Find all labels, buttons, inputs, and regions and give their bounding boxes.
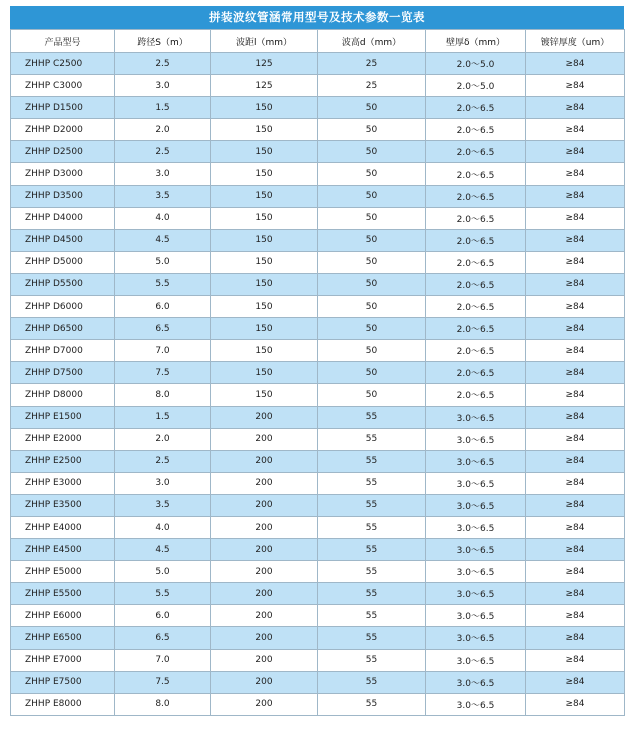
table-row [11, 539, 625, 561]
table-row [11, 583, 625, 605]
cell-pitch: 200 [211, 539, 318, 561]
cell-pitch: 150 [211, 296, 318, 318]
cell-pitch: 150 [211, 273, 318, 295]
cell-thickness: 2.0～6.5 [426, 362, 526, 384]
cell-span: 5.5 [115, 273, 211, 295]
cell-pitch: 200 [211, 428, 318, 450]
cell-pitch: 200 [211, 561, 318, 583]
cell-span: 2.5 [115, 53, 211, 75]
cell-zinc: ≥84 [526, 494, 625, 516]
cell-span: 1.5 [115, 406, 211, 428]
cell-zinc: ≥84 [526, 627, 625, 649]
cell-model: ZHHP D7500 [11, 362, 115, 384]
cell-depth: 55 [318, 472, 426, 494]
table-row [11, 693, 625, 715]
header-model: 产品型号 [11, 30, 115, 53]
table-row [11, 428, 625, 450]
table-row [11, 273, 625, 295]
table-row [11, 406, 625, 428]
table-row [11, 75, 625, 97]
table-row [11, 494, 625, 516]
cell-thickness: 3.0～6.5 [426, 472, 526, 494]
cell-zinc: ≥84 [526, 561, 625, 583]
cell-zinc: ≥84 [526, 693, 625, 715]
cell-model: ZHHP E1500 [11, 406, 115, 428]
cell-depth: 50 [318, 207, 426, 229]
table-row [11, 605, 625, 627]
cell-pitch: 200 [211, 649, 318, 671]
cell-thickness: 3.0～6.5 [426, 605, 526, 627]
cell-thickness: 2.0～6.5 [426, 273, 526, 295]
table-row [11, 251, 625, 273]
cell-thickness: 2.0～6.5 [426, 318, 526, 340]
cell-zinc: ≥84 [526, 163, 625, 185]
header-depth: 波高d（mm） [318, 30, 426, 53]
cell-depth: 50 [318, 362, 426, 384]
cell-model: ZHHP D6000 [11, 296, 115, 318]
cell-pitch: 150 [211, 362, 318, 384]
table-row [11, 185, 625, 207]
cell-zinc: ≥84 [526, 273, 625, 295]
cell-thickness: 3.0～6.5 [426, 671, 526, 693]
cell-depth: 50 [318, 185, 426, 207]
cell-span: 4.0 [115, 207, 211, 229]
cell-span: 2.0 [115, 428, 211, 450]
table-row [11, 296, 625, 318]
cell-depth: 50 [318, 340, 426, 362]
cell-thickness: 3.0～6.5 [426, 516, 526, 538]
cell-zinc: ≥84 [526, 340, 625, 362]
cell-span: 7.5 [115, 362, 211, 384]
cell-pitch: 150 [211, 163, 318, 185]
table-row [11, 472, 625, 494]
cell-thickness: 3.0～6.5 [426, 693, 526, 715]
cell-pitch: 200 [211, 627, 318, 649]
cell-thickness: 3.0～6.5 [426, 627, 526, 649]
cell-span: 8.0 [115, 693, 211, 715]
cell-pitch: 200 [211, 605, 318, 627]
cell-span: 7.0 [115, 649, 211, 671]
cell-zinc: ≥84 [526, 207, 625, 229]
cell-pitch: 200 [211, 472, 318, 494]
cell-zinc: ≥84 [526, 472, 625, 494]
cell-thickness: 2.0～6.5 [426, 163, 526, 185]
cell-thickness: 2.0～6.5 [426, 141, 526, 163]
cell-span: 7.5 [115, 671, 211, 693]
cell-span: 7.0 [115, 340, 211, 362]
cell-model: ZHHP E7500 [11, 671, 115, 693]
cell-span: 6.0 [115, 296, 211, 318]
cell-depth: 55 [318, 627, 426, 649]
cell-model: ZHHP C3000 [11, 75, 115, 97]
cell-depth: 50 [318, 251, 426, 273]
cell-zinc: ≥84 [526, 671, 625, 693]
cell-span: 2.5 [115, 450, 211, 472]
cell-model: ZHHP D4500 [11, 229, 115, 251]
cell-thickness: 3.0～6.5 [426, 450, 526, 472]
cell-thickness: 2.0～6.5 [426, 296, 526, 318]
cell-depth: 55 [318, 450, 426, 472]
table-title: 拼装波纹管涵常用型号及技术参数一览表 [10, 6, 624, 29]
cell-model: ZHHP E8000 [11, 693, 115, 715]
cell-zinc: ≥84 [526, 229, 625, 251]
cell-pitch: 150 [211, 384, 318, 406]
cell-model: ZHHP D7000 [11, 340, 115, 362]
cell-depth: 50 [318, 119, 426, 141]
cell-depth: 55 [318, 605, 426, 627]
table-row [11, 450, 625, 472]
cell-zinc: ≥84 [526, 97, 625, 119]
cell-model: ZHHP D2000 [11, 119, 115, 141]
cell-depth: 50 [318, 384, 426, 406]
cell-depth: 55 [318, 649, 426, 671]
cell-pitch: 150 [211, 185, 318, 207]
cell-thickness: 2.0～5.0 [426, 53, 526, 75]
cell-zinc: ≥84 [526, 539, 625, 561]
cell-zinc: ≥84 [526, 318, 625, 340]
cell-zinc: ≥84 [526, 141, 625, 163]
table-row [11, 671, 625, 693]
cell-thickness: 2.0～6.5 [426, 251, 526, 273]
cell-depth: 55 [318, 671, 426, 693]
cell-span: 4.5 [115, 539, 211, 561]
cell-depth: 50 [318, 229, 426, 251]
cell-zinc: ≥84 [526, 53, 625, 75]
cell-model: ZHHP D2500 [11, 141, 115, 163]
cell-model: ZHHP D6500 [11, 318, 115, 340]
cell-thickness: 2.0～6.5 [426, 207, 526, 229]
cell-pitch: 200 [211, 406, 318, 428]
cell-model: ZHHP E2500 [11, 450, 115, 472]
cell-depth: 55 [318, 561, 426, 583]
cell-model: ZHHP D4000 [11, 207, 115, 229]
cell-thickness: 3.0～6.5 [426, 649, 526, 671]
cell-model: ZHHP D1500 [11, 97, 115, 119]
cell-model: ZHHP D5500 [11, 273, 115, 295]
cell-zinc: ≥84 [526, 428, 625, 450]
cell-zinc: ≥84 [526, 362, 625, 384]
cell-model: ZHHP E3500 [11, 494, 115, 516]
cell-depth: 55 [318, 516, 426, 538]
table-row [11, 141, 625, 163]
table-row [11, 649, 625, 671]
cell-model: ZHHP E7000 [11, 649, 115, 671]
table-row [11, 627, 625, 649]
cell-depth: 55 [318, 406, 426, 428]
cell-depth: 50 [318, 141, 426, 163]
cell-pitch: 200 [211, 671, 318, 693]
cell-depth: 55 [318, 428, 426, 450]
cell-thickness: 3.0～6.5 [426, 561, 526, 583]
cell-depth: 50 [318, 273, 426, 295]
cell-pitch: 200 [211, 516, 318, 538]
cell-span: 3.0 [115, 472, 211, 494]
cell-pitch: 150 [211, 141, 318, 163]
cell-thickness: 2.0～5.0 [426, 75, 526, 97]
cell-pitch: 150 [211, 119, 318, 141]
cell-thickness: 2.0～6.5 [426, 185, 526, 207]
cell-zinc: ≥84 [526, 516, 625, 538]
cell-span: 2.0 [115, 119, 211, 141]
table-row [11, 384, 625, 406]
table-row [11, 362, 625, 384]
table-row [11, 163, 625, 185]
cell-depth: 50 [318, 318, 426, 340]
table-row [11, 340, 625, 362]
cell-pitch: 200 [211, 583, 318, 605]
spec-table-container [10, 6, 624, 716]
cell-zinc: ≥84 [526, 296, 625, 318]
cell-span: 6.5 [115, 318, 211, 340]
cell-span: 5.0 [115, 561, 211, 583]
cell-pitch: 150 [211, 318, 318, 340]
spec-table [10, 29, 625, 716]
cell-pitch: 125 [211, 53, 318, 75]
cell-thickness: 2.0～6.5 [426, 119, 526, 141]
cell-span: 3.0 [115, 163, 211, 185]
cell-pitch: 125 [211, 75, 318, 97]
cell-depth: 50 [318, 296, 426, 318]
cell-model: ZHHP E3000 [11, 472, 115, 494]
cell-depth: 55 [318, 494, 426, 516]
cell-depth: 55 [318, 539, 426, 561]
table-row [11, 561, 625, 583]
cell-pitch: 150 [211, 340, 318, 362]
cell-thickness: 3.0～6.5 [426, 539, 526, 561]
cell-zinc: ≥84 [526, 75, 625, 97]
cell-pitch: 200 [211, 450, 318, 472]
cell-model: ZHHP D8000 [11, 384, 115, 406]
cell-zinc: ≥84 [526, 119, 625, 141]
cell-thickness: 3.0～6.5 [426, 494, 526, 516]
table-row [11, 53, 625, 75]
cell-depth: 25 [318, 53, 426, 75]
cell-model: ZHHP D3000 [11, 163, 115, 185]
cell-thickness: 2.0～6.5 [426, 229, 526, 251]
cell-depth: 50 [318, 163, 426, 185]
cell-model: ZHHP D5000 [11, 251, 115, 273]
cell-pitch: 150 [211, 97, 318, 119]
cell-pitch: 200 [211, 693, 318, 715]
cell-zinc: ≥84 [526, 185, 625, 207]
cell-model: ZHHP E6000 [11, 605, 115, 627]
cell-depth: 55 [318, 693, 426, 715]
cell-span: 3.5 [115, 494, 211, 516]
cell-zinc: ≥84 [526, 583, 625, 605]
cell-thickness: 2.0～6.5 [426, 384, 526, 406]
cell-span: 6.0 [115, 605, 211, 627]
table-row [11, 516, 625, 538]
cell-thickness: 3.0～6.5 [426, 428, 526, 450]
cell-model: ZHHP C2500 [11, 53, 115, 75]
cell-model: ZHHP E5000 [11, 561, 115, 583]
cell-span: 3.0 [115, 75, 211, 97]
cell-depth: 55 [318, 583, 426, 605]
cell-model: ZHHP E6500 [11, 627, 115, 649]
cell-zinc: ≥84 [526, 406, 625, 428]
cell-thickness: 3.0～6.5 [426, 406, 526, 428]
cell-model: ZHHP E4500 [11, 539, 115, 561]
cell-span: 8.0 [115, 384, 211, 406]
cell-span: 5.0 [115, 251, 211, 273]
header-thickness: 壁厚δ（mm） [426, 30, 526, 53]
table-row [11, 229, 625, 251]
header-span: 跨径S（m） [115, 30, 211, 53]
cell-span: 3.5 [115, 185, 211, 207]
cell-thickness: 2.0～6.5 [426, 97, 526, 119]
cell-pitch: 150 [211, 207, 318, 229]
table-row [11, 207, 625, 229]
cell-zinc: ≥84 [526, 450, 625, 472]
cell-depth: 50 [318, 97, 426, 119]
header-pitch: 波距l（mm） [211, 30, 318, 53]
cell-span: 6.5 [115, 627, 211, 649]
cell-model: ZHHP D3500 [11, 185, 115, 207]
cell-pitch: 150 [211, 251, 318, 273]
cell-span: 1.5 [115, 97, 211, 119]
table-body [11, 53, 625, 716]
cell-thickness: 2.0～6.5 [426, 340, 526, 362]
cell-depth: 25 [318, 75, 426, 97]
cell-span: 5.5 [115, 583, 211, 605]
cell-span: 4.0 [115, 516, 211, 538]
cell-span: 4.5 [115, 229, 211, 251]
cell-model: ZHHP E4000 [11, 516, 115, 538]
table-row [11, 318, 625, 340]
cell-span: 2.5 [115, 141, 211, 163]
cell-zinc: ≥84 [526, 605, 625, 627]
header-zinc: 镀锌厚度（um） [526, 30, 625, 53]
cell-pitch: 150 [211, 229, 318, 251]
cell-zinc: ≥84 [526, 649, 625, 671]
cell-thickness: 3.0～6.5 [426, 583, 526, 605]
cell-pitch: 200 [211, 494, 318, 516]
cell-model: ZHHP E5500 [11, 583, 115, 605]
cell-zinc: ≥84 [526, 251, 625, 273]
header-row [11, 30, 625, 53]
cell-zinc: ≥84 [526, 384, 625, 406]
cell-model: ZHHP E2000 [11, 428, 115, 450]
table-row [11, 119, 625, 141]
table-row [11, 97, 625, 119]
